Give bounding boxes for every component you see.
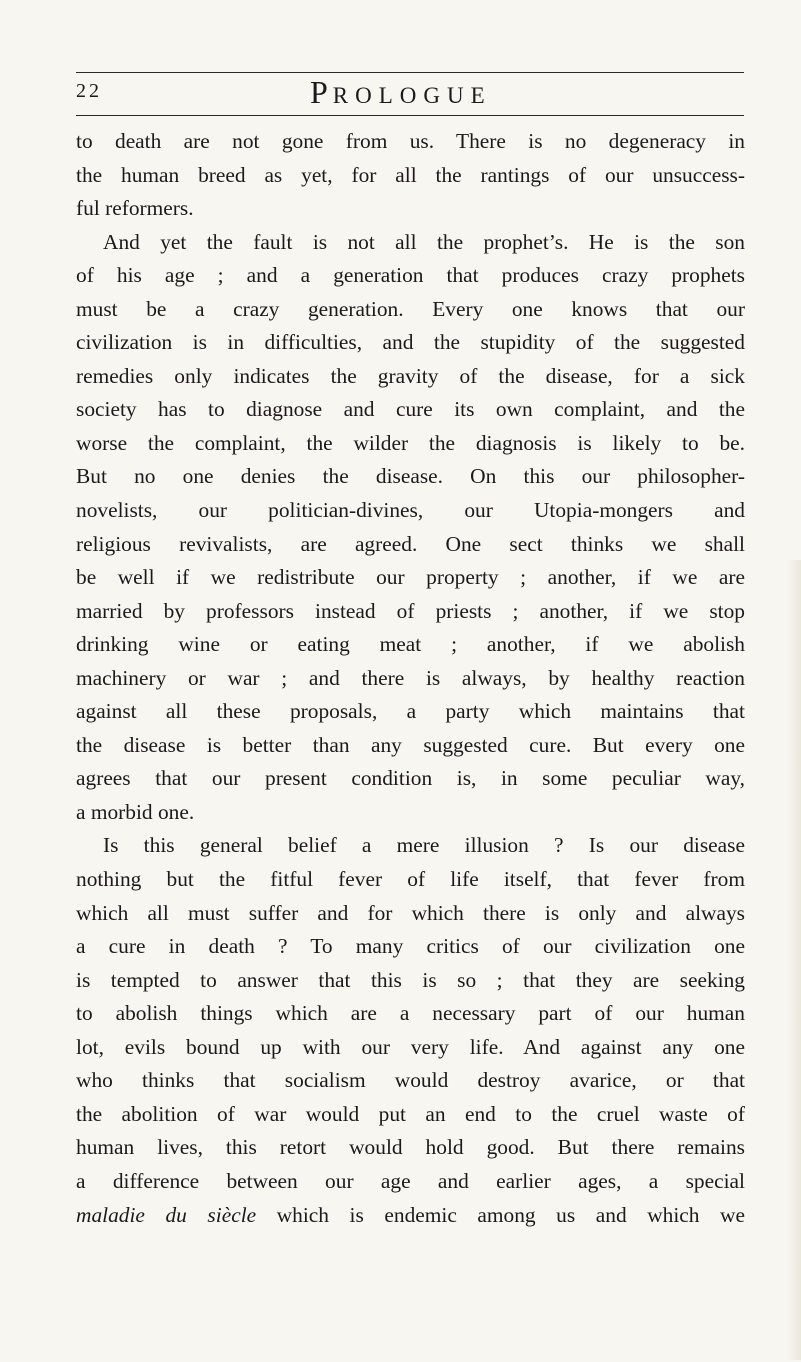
text-line: married by professors instead of priests ; another, if we stop: [76, 598, 745, 623]
text-line: against all these proposals, a party which maintains that: [76, 699, 745, 724]
text-line: a morbid one.: [76, 799, 195, 824]
text-line: worse the complaint, the wilder the diagnosis is likely to be.: [76, 430, 745, 455]
text-line: And yet the fault is not all the prophet’s. He is the son: [103, 229, 745, 254]
text-line: a difference between our age and earlier ages, a special: [76, 1168, 745, 1193]
text-line: remedies only indicates the gravity of the disease, for a sick: [76, 363, 745, 388]
text-line: the abolition of war would put an end to the cruel waste of: [76, 1101, 745, 1126]
page-edge-shading: [787, 560, 801, 1360]
page-number: 22: [76, 80, 102, 102]
text-line: human lives, this retort would hold good. But there remains: [76, 1135, 745, 1160]
text-line: Is this general belief a mere illusion ? Is our disease: [103, 833, 745, 858]
text-line: be well if we redistribute our property ; another, if we are: [76, 565, 745, 590]
running-head: [310, 74, 492, 111]
text-line-final: [76, 1199, 745, 1233]
text-line: must be a crazy generation. Every one knows that our: [76, 296, 745, 321]
text-line: of his age ; and a generation that produces crazy prophets: [76, 263, 745, 288]
text-line: lot, evils bound up with our very life. And against any one: [76, 1034, 745, 1059]
text-line: agrees that our present condition is, in some peculiar way,: [76, 766, 745, 791]
text-line: civilization is in difficulties, and the stupidity of the suggested: [76, 330, 745, 355]
text-line: the human breed as yet, for all the rantings of our unsuccess-: [76, 162, 745, 187]
text-line: society has to diagnose and cure its own complaint, and the: [76, 397, 745, 422]
text-line: machinery or war ; and there is always, by healthy reaction: [76, 665, 745, 690]
text-line: the disease is better than any suggested cure. But every one: [76, 732, 745, 757]
header-rule-bottom: [76, 115, 744, 116]
text-line: But no one denies the disease. On this our philosopher-: [76, 464, 745, 489]
text-line: drinking wine or eating meat ; another, if we abolish: [76, 632, 745, 657]
text-line: to death are not gone from us. There is no degeneracy in: [76, 129, 745, 153]
italic-phrase: maladie du siècle: [76, 1202, 257, 1227]
text-line: nothing but the fitful fever of life itself, that fever from: [76, 867, 745, 892]
text-line: religious revivalists, are agreed. One sect thinks we shall: [76, 531, 745, 556]
final-line-rest: which is endemic among us and which we: [256, 1202, 745, 1227]
running-head-rest: ROLOGUE: [332, 83, 492, 108]
text-line: a cure in death ? To many critics of our civilization one: [76, 934, 745, 959]
running-head-initial: P: [310, 74, 333, 110]
text-line: is tempted to answer that this is so ; that they are seeking: [76, 967, 745, 992]
text-line: who thinks that socialism would destroy avarice, or that: [76, 1068, 745, 1093]
header-rule-top: [76, 72, 744, 73]
body-text: [76, 125, 745, 1232]
text-line: to abolish things which are a necessary part of our human: [76, 1001, 745, 1026]
text-line: novelists, our politician-divines, our Utopia-mongers and: [76, 498, 745, 523]
text-line: ful reformers.: [76, 196, 194, 221]
text-line: which all must suffer and for which there is only and always: [76, 900, 745, 925]
